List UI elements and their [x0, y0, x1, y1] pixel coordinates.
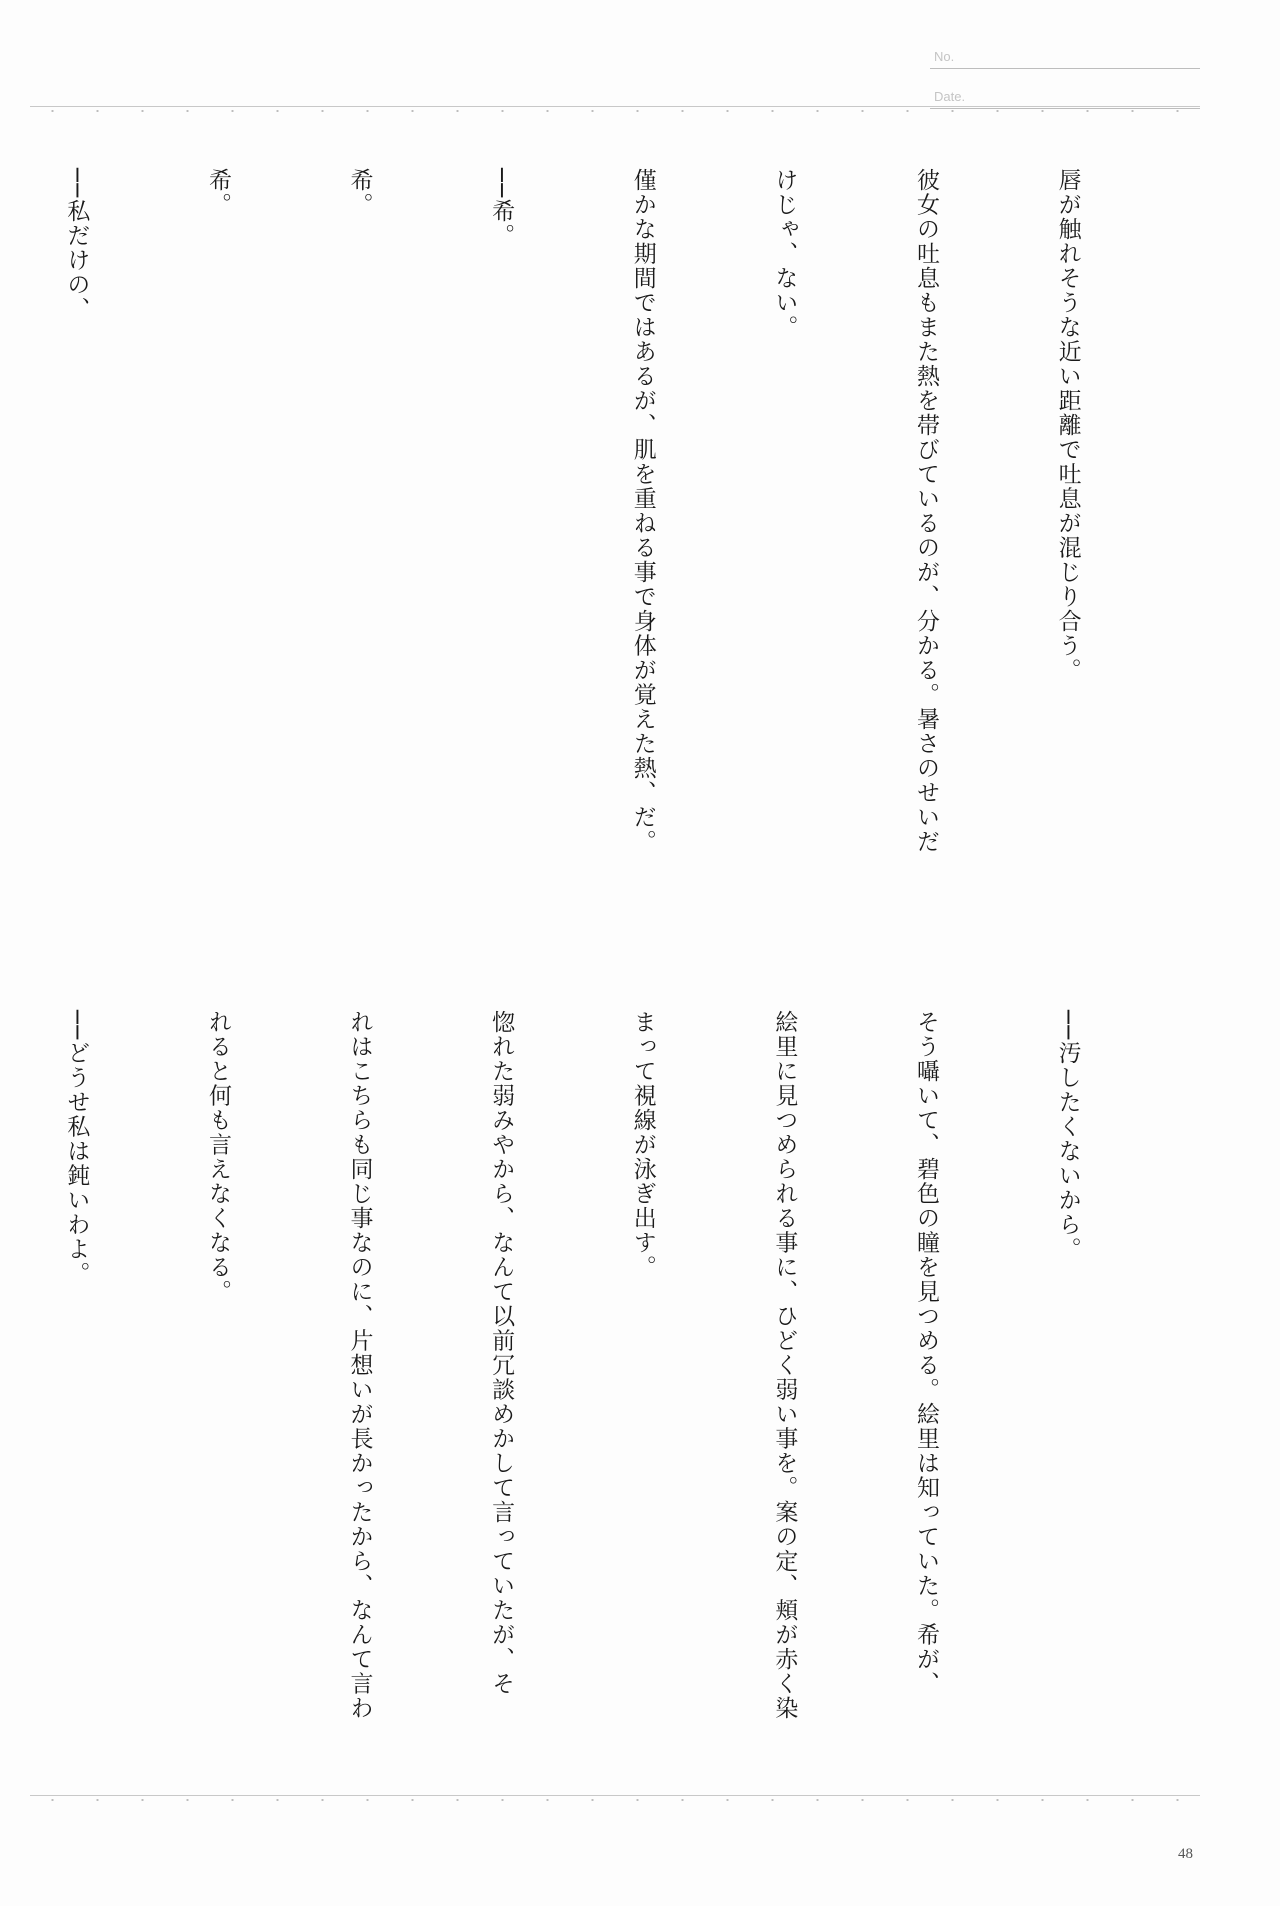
text-column: ──私だけの、 [63, 168, 90, 322]
text-column: まって視線が泳ぎ出す。 [629, 1010, 656, 1280]
number-label: No. [934, 49, 955, 64]
text-column: れはこちらも同じ事なのに、片想いが長かったから、なんて言わ [346, 1010, 373, 1721]
text-column: けじゃ、ない。 [771, 168, 798, 340]
text-column: ──汚したくないから。 [1054, 1010, 1081, 1262]
text-column: 唇が触れそうな近い距離で吐息が混じり合う。 [1054, 168, 1081, 683]
text-column: 彼女の吐息もまた熱を帯びているのが、分かる。暑さのせいだ [912, 168, 939, 854]
text-column: 僅かな期間ではあるが、肌を重ねる事で身体が覚えた熱、だ。 [629, 168, 656, 854]
text-column: 絵里に見つめられる事に、ひどく弱い事を。案の定、頬が赤く染 [771, 1010, 798, 1721]
top-dotted-rule [30, 106, 1200, 110]
upper-text-block [63, 168, 1185, 988]
text-column: そう囁いて、碧色の瞳を見つめる。絵里は知っていた。希が、 [912, 1010, 939, 1696]
text-column: ──どうせ私は鈍いわよ。 [63, 1010, 90, 1286]
page-number: 48 [1178, 1846, 1193, 1862]
text-column: 惚れた弱みやから、なんて以前冗談めかして言っていたが、そ [488, 1010, 515, 1696]
date-field [930, 80, 1200, 109]
text-column: れると何も言えなくなる。 [204, 1010, 231, 1304]
lower-text-block [63, 1010, 1185, 1780]
text-column: ──希。 [488, 168, 515, 248]
date-label: Date. [934, 89, 966, 104]
text-column: 希。 [346, 168, 373, 217]
number-field [930, 40, 1200, 69]
bottom-dotted-rule [30, 1795, 1200, 1799]
text-column: 希。 [204, 168, 231, 217]
